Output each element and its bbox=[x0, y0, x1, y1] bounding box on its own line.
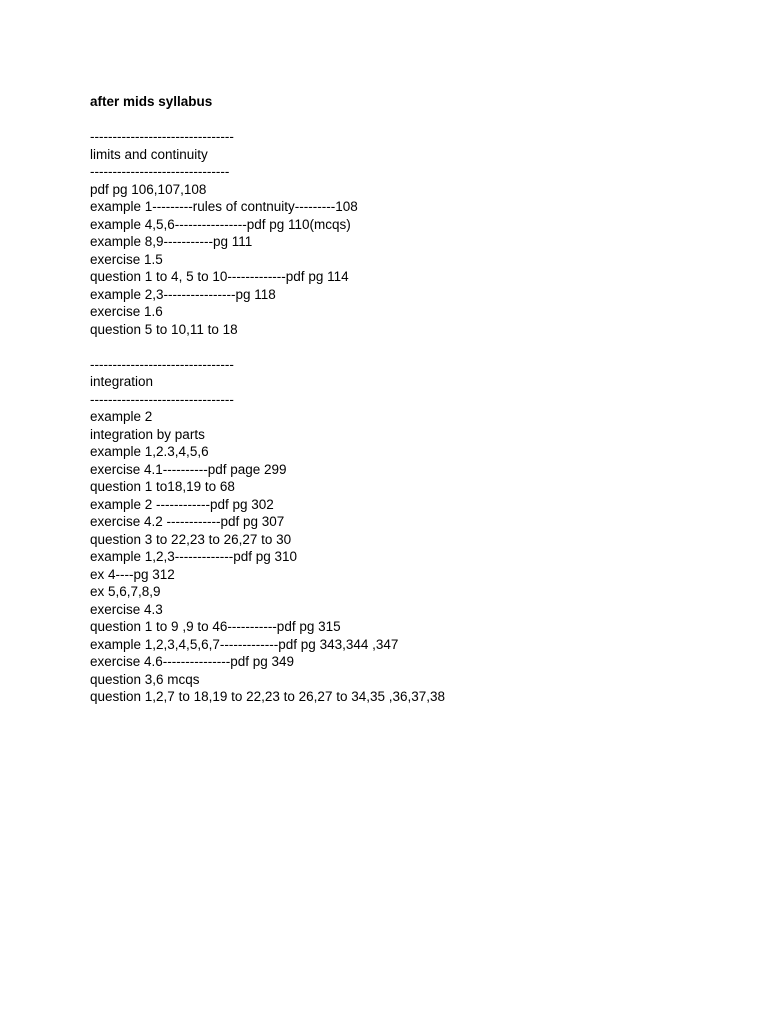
syllabus-line: example 4,5,6----------------pdf pg 110(mcqs) bbox=[90, 216, 351, 232]
section-divider: ------------------------------- bbox=[90, 164, 230, 179]
syllabus-line: exercise 1.5 bbox=[90, 251, 163, 267]
syllabus-line: integration by parts bbox=[90, 426, 205, 442]
syllabus-line: exercise 1.6 bbox=[90, 304, 163, 319]
syllabus-line: question 1 to 9 ,9 to 46-----------pdf pg 315 bbox=[90, 619, 341, 634]
syllabus-line: exercise 4.1----------pdf page 299 bbox=[90, 461, 287, 477]
document-page bbox=[90, 93, 730, 706]
syllabus-line: example 1,2.3,4,5,6 bbox=[90, 444, 209, 459]
syllabus-line: exercise 4.6---------------pdf pg 349 bbox=[90, 654, 295, 669]
blank-line bbox=[90, 338, 730, 356]
syllabus-line: ex 4----pg 312 bbox=[90, 566, 175, 582]
syllabus-line: example 1---------rules of contnuity---------108 bbox=[90, 199, 358, 214]
syllabus-line: question 3,6 mcqs bbox=[90, 671, 200, 687]
section-heading-integration: integration bbox=[90, 374, 154, 389]
blank-line bbox=[90, 111, 730, 129]
syllabus-line: exercise 4.2 ------------pdf pg 307 bbox=[90, 514, 285, 529]
syllabus-line: example 8,9-----------pg 111 bbox=[90, 234, 253, 249]
syllabus-line: example 1,2,3-------------pdf pg 310 bbox=[90, 549, 298, 564]
section-divider: -------------------------------- bbox=[90, 356, 234, 372]
syllabus-line: exercise 4.3 bbox=[90, 601, 163, 617]
syllabus-line: question 5 to 10,11 to 18 bbox=[90, 321, 238, 337]
document-title: after mids syllabus bbox=[90, 94, 213, 109]
syllabus-line: example 1,2,3,4,5,6,7-------------pdf pg 343,344 ,347 bbox=[90, 636, 399, 652]
syllabus-line: pdf pg 106,107,108 bbox=[90, 181, 207, 197]
syllabus-line: example 2,3----------------pg 118 bbox=[90, 286, 276, 302]
syllabus-line: example 2 bbox=[90, 409, 153, 424]
syllabus-line: ex 5,6,7,8,9 bbox=[90, 584, 161, 599]
section-heading-limits: limits and continuity bbox=[90, 146, 208, 162]
syllabus-line: question 3 to 22,23 to 26,27 to 30 bbox=[90, 531, 292, 547]
section-divider: -------------------------------- bbox=[90, 391, 234, 407]
syllabus-line: example 2 ------------pdf pg 302 bbox=[90, 496, 274, 512]
syllabus-line: question 1,2,7 to 18,19 to 22,23 to 26,27 to 34,35 ,36,37,38 bbox=[90, 689, 446, 704]
syllabus-line: question 1 to18,19 to 68 bbox=[90, 479, 235, 494]
syllabus-line: question 1 to 4, 5 to 10-------------pdf pg 114 bbox=[90, 269, 349, 284]
section-divider: -------------------------------- bbox=[90, 129, 234, 144]
